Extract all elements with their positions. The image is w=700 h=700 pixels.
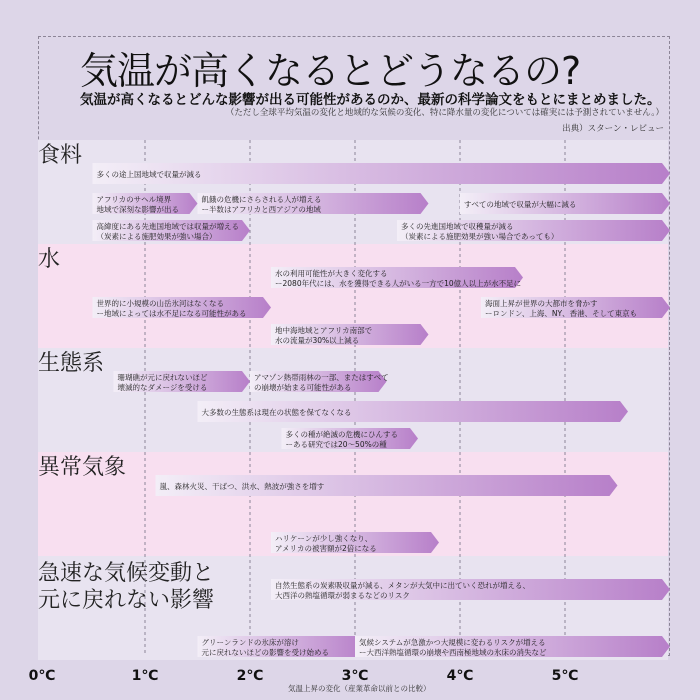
impact-bar [156, 475, 618, 496]
impact-bar-label: ー大西洋熱塩循環の崩壊や西南極地域の氷床の消失など [359, 648, 547, 657]
impact-bar-label: 多くの先進国地域で収穫量が減る [401, 222, 514, 231]
impact-bar-label: の崩壊が始まる可能性がある [254, 383, 352, 392]
impact-bar-label: 大多数の生態系は現在の状態を保てなくなる [201, 408, 352, 417]
impact-bar-label: ー2080年代には、水を獲得できる人がいる一方で10億人以上が水不足に [275, 279, 522, 288]
impact-bar-label: 世界的に小規模の山岳氷河はなくなる [96, 299, 224, 308]
impact-bar-label: アメリカの被害額が2倍になる [275, 544, 377, 553]
x-tick-label: 1℃ [131, 668, 159, 684]
impact-bar-label: ーロンドン、上海、NY、香港、そして東京も [485, 309, 638, 318]
impact-bar [271, 532, 439, 553]
impact-bar-label: アマゾン熱帯雨林の一部、またはすべて [254, 373, 389, 382]
impact-bar [93, 163, 671, 184]
impact-bar-label: 気候システムが急激かつ大規模に変わるリスクが増える [359, 638, 546, 647]
x-tick-label: 0℃ [28, 668, 56, 684]
impact-bar-label: （炭素による施肥効果が強い場合であっても） [401, 232, 559, 241]
impact-bar-label: すべての地域で収量が大幅に減る [464, 200, 577, 209]
impact-bar-label: 大西洋の熱塩循環が弱まるなどのリスク [275, 591, 410, 600]
impact-bar-label: 元に戻れないほどの影響を受け始める [201, 648, 329, 657]
impact-bar-label: 多くの途上国地域で収量が減る [96, 170, 202, 179]
impact-bar [282, 428, 419, 449]
impact-bar [397, 220, 670, 241]
page-note: （ただし全球平均気温の変化と地域的な気候の変化、特に降水量の変化については確実には予測されていません。） [225, 108, 664, 118]
category-abrupt-change-label: 急速な気候変動と 元に戻れない影響 [38, 561, 215, 613]
impact-bar [93, 220, 251, 241]
impact-bar [250, 371, 389, 392]
impact-bar [460, 193, 670, 214]
impact-bar-label: 多くの種が絶滅の危機にひんする [285, 430, 398, 439]
impact-bar [481, 297, 670, 318]
x-tick-label: 4℃ [446, 668, 474, 684]
impact-bar-label: ー地域によっては水不足になる可能性がある [96, 309, 247, 318]
impact-bar-label: （炭素による施肥効果が強い場合） [96, 232, 217, 241]
x-tick-label: 2℃ [236, 668, 264, 684]
impact-bar [93, 297, 272, 318]
impact-bar-label: 水の利用可能性が大きく変化する [275, 269, 388, 278]
page-subtitle: 気温が高くなるとどんな影響が出る可能性があるのか、最新の科学論文をもとにまとめました。 [80, 92, 661, 108]
impact-bar-label: ー半数はアフリカと西アジアの地域 [201, 205, 321, 214]
impact-bar-label: グリーンランドの氷床が溶け [201, 638, 299, 647]
category-food-label: 食料 [38, 143, 83, 168]
impact-bar [198, 193, 429, 214]
impact-bar [355, 636, 670, 657]
category-water-label: 水 [38, 247, 61, 272]
impact-bar-label: 地中海地域とアフリカ南部で [275, 326, 373, 335]
impact-bar-label: ハリケーンが少し強くなり、 [275, 534, 373, 543]
impact-bar-label: 高緯度にある先進国地域では収量が増える [96, 222, 239, 231]
x-tick-label: 5℃ [551, 668, 579, 684]
impact-bar-label: 地域で深刻な影響が出る [96, 205, 179, 214]
impact-bar-label: 珊瑚礁が元に戻れないほど [117, 373, 208, 382]
impact-bar-label: アフリカのサヘル境界 [96, 195, 172, 204]
impact-bar-label: 水の流量が30%以上減る [275, 336, 360, 345]
impact-bar-label: 飢餓の危機にさらされる人が増える [201, 195, 322, 204]
impact-bar [271, 579, 670, 600]
source-credit: 出典）スターン・レビュー [562, 124, 664, 134]
category-ecosystem-label: 生態系 [38, 351, 105, 376]
impact-bar [271, 324, 429, 345]
impact-bar [93, 193, 198, 214]
page-title: 気温が高くなるとどうなるの? [80, 49, 581, 93]
category-extreme-weather-label: 異常気象 [38, 455, 127, 480]
impact-bar-label: ーある研究では20〜50%の種 [285, 440, 387, 449]
impact-bar [198, 401, 629, 422]
impact-bar-label: 壊滅的なダメージを受ける [117, 383, 208, 392]
x-axis-label: 気温上昇の変化（産業革命以前との比較） [288, 684, 431, 693]
impact-bar-label: 自然生態系の炭素吸収量が減る、メタンが大気中に出ていく恐れが増える、 [275, 581, 530, 590]
impact-bar-label: 海面上昇が世界の大都市を脅かす [485, 299, 598, 308]
impact-bar [271, 267, 523, 288]
impact-bar [114, 371, 251, 392]
impact-bar-label: 嵐、森林火災、干ばつ、洪水、熱波が強さを増す [159, 482, 325, 491]
x-tick-label: 3℃ [341, 668, 369, 684]
impact-bar [198, 636, 366, 657]
